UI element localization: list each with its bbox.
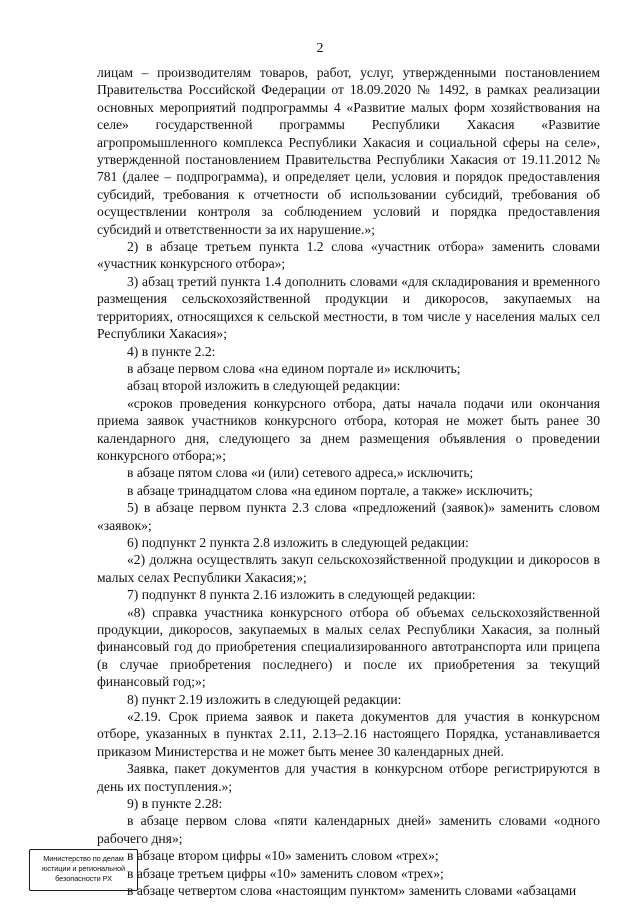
stamp-line-1: Министерство по делам: [43, 854, 124, 863]
paragraph-20: в абзаце втором цифры «10» заменить словом «трех»;: [127, 848, 439, 864]
paragraph-2: 2) в абзаце третьем пункта 1.2 слова «участник отбора» заменить словами «участник конкурсного отбора»;: [97, 239, 600, 272]
ministry-stamp: [29, 849, 138, 891]
paragraph-3: 3) абзац третий пункта 1.4 дополнить словами «для складирования и временного размещения сельскохозяйственной продукции и дикоросов, закупаемых на территориях, относящихся к сельской местности, в том числе у населения малых сел Республики Хакасия»;: [97, 273, 600, 342]
paragraph-12: «2) должна осуществлять закуп сельскохозяйственной продукции и дикоросов в малых селах Республики Хакасия;»;: [97, 552, 600, 585]
paragraph-9: в абзаце тринадцатом слова «на едином портале, а также» исключить;: [127, 482, 533, 498]
paragraph-8: в абзаце пятом слова «и (или) сетевого адреса,» исключить;: [127, 465, 474, 481]
paragraph-5: в абзаце первом слова «на едином портале и» исключить;: [127, 360, 461, 376]
paragraph-15: 8) пункт 2.19 изложить в следующей редакции:: [127, 691, 402, 707]
paragraph-1: лицам – производителям товаров, работ, услуг, утвержденными постановлением Правительства Российской Федерации от 18.09.2020 № 1492, в рамках реализации основных мероприятий подпрограммы 4 «Развитие малых форм хозяйствования на селе» государственной программы Республики Хакасия «Развитие агропромышленного комплекса Республики Хакасия и социальной сферы на селе», утвержденной постановлением Правительства Республики Хакасия от 19.11.2012 № 781 (далее – подпрограмма), и определяет цели, условия и порядок предоставления субсидий, требования к отчетности об использовании субсидий, требования об осуществлении контроля за соблюдением условий и порядка предоставления субсидий и ответственности за их нарушение.»;: [97, 65, 600, 237]
paragraph-10: 5) в абзаце первом пункта 2.3 слова «предложений (заявок)» заменить словом «заявок»;: [97, 500, 600, 533]
paragraph-16: «2.19. Срок приема заявок и пакета документов для участия в конкурсном отборе, указанных в пунктах 2.11, 2.13–2.16 настоящего Порядка, устанавливается приказом Министерства и не может быть менее 30 календарных дней.: [97, 709, 600, 759]
paragraph-21: в абзаце третьем цифры «10» заменить словом «трех»;: [127, 865, 444, 881]
paragraph-4: 4) в пункте 2.2:: [127, 343, 216, 359]
paragraph-7: «сроков проведения конкурсного отбора, даты начала подачи или окончания приема заявок участников конкурсного отбора, которая не может быть ранее 30 календарного дня, следующего за днем размещения объявления о проведении конкурсного отбора;»;: [97, 395, 600, 463]
stamp-line-3: безопасности РХ: [55, 874, 112, 883]
paragraph-11: 6) подпункт 2 пункта 2.8 изложить в следующей редакции:: [127, 534, 469, 550]
page-number: 2: [316, 41, 324, 56]
stamp-line-2: юстиции и региональной: [41, 864, 126, 873]
paragraph-22: в абзаце четвертом слова «настоящим пунктом» заменить словами «абзацами: [127, 883, 577, 899]
paragraph-13: 7) подпункт 8 пункта 2.16 изложить в следующей редакции:: [127, 587, 476, 603]
paragraph-17: Заявка, пакет документов для участия в конкурсном отборе регистрируются в день их поступления.»;: [97, 761, 600, 794]
paragraph-18: 9) в пункте 2.28:: [127, 796, 223, 812]
paragraph-14: «8) справка участника конкурсного отбора об объемах сельскохозяйственной продукции, дикоросов, закупаемых в малых селах Республики Хакасия, за полный финансовый год до приобретения специализированного автотранспорта или прицепа (в случае приобретения последнего) и после их приобретения за текущий финансовый год;»;: [97, 604, 600, 690]
document-body: [97, 64, 600, 900]
paragraph-19: в абзаце первом слова «пяти календарных дней» заменить словами «одного рабочего дня»;: [97, 813, 600, 846]
paragraph-6: абзац второй изложить в следующей редакции:: [127, 378, 401, 394]
